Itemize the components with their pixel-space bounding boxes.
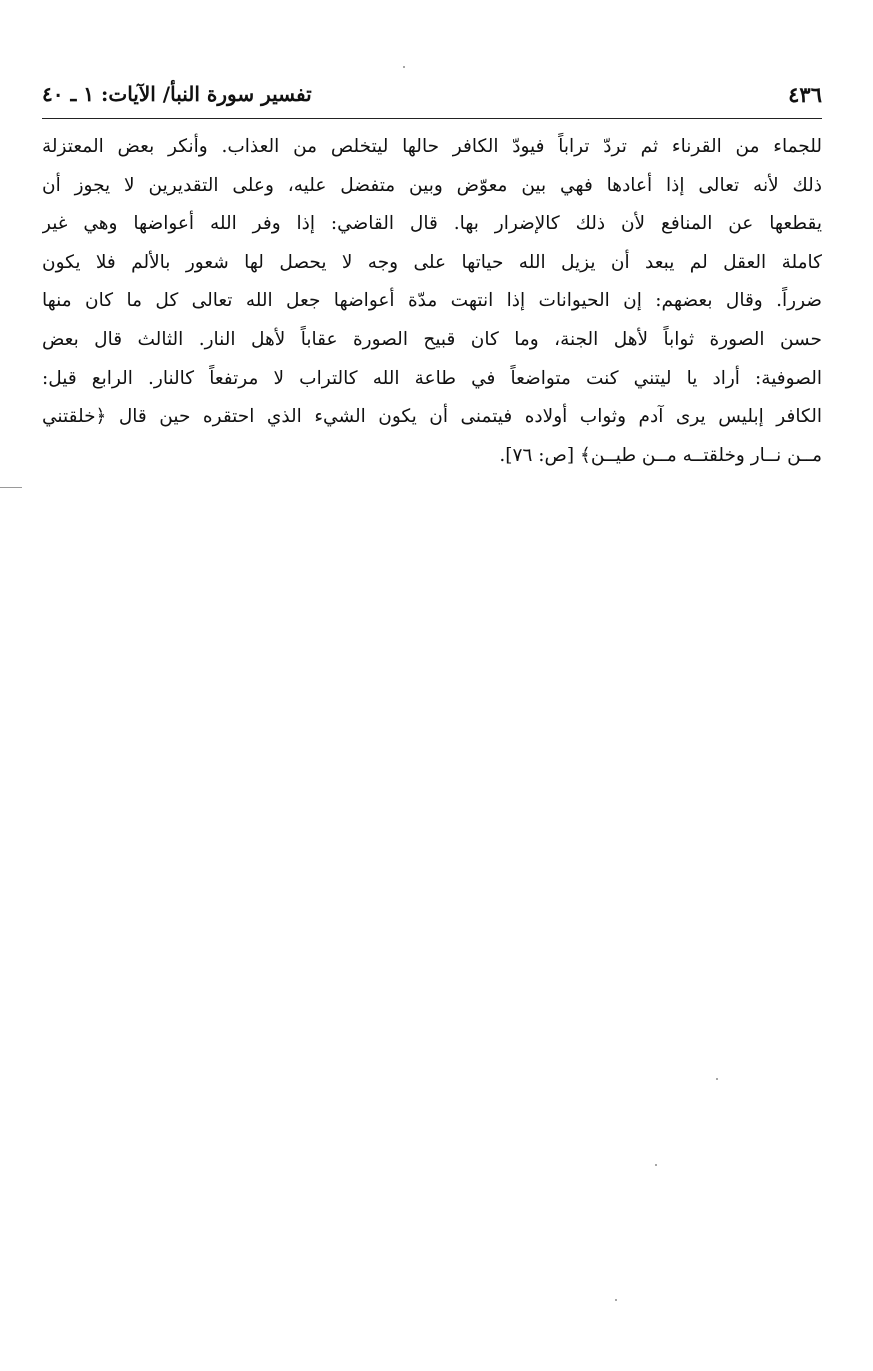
text-line: حسن الصورة ثواباً لأهل الجنة، وما كان قبيح الصورة عقاباً لأهل النار. الثالث قال بعض: [42, 328, 822, 350]
scan-speck: [716, 1078, 718, 1080]
text-line: للجماء من القرناء ثم تردّ تراباً فيودّ الكافر حالها ليتخلص من العذاب. وأنكر بعض المعتزلة: [42, 136, 822, 157]
scan-speck: [615, 1299, 617, 1301]
text-line: الصوفية: أراد يا ليتني كنت متواضعاً في طاعة الله كالتراب لا مرتفعاً كالنار. الرابع قيل:: [42, 367, 822, 389]
header-title: تفسير سورة النبأ/ الآيات: ١ ـ ٤٠: [42, 82, 312, 106]
text-line: مــن نــار وخلقتــه مــن طيــن﴾ [ص: ٧٦].: [499, 444, 822, 466]
scan-speck: [655, 1164, 657, 1166]
scan-speck: [403, 66, 405, 68]
running-header: [42, 80, 822, 114]
text-line: ذلك لأنه تعالى إذا أعادها فهي بين معوّض وبين متفضل عليه، وعلى التقديرين لا يجوز أن: [42, 174, 822, 196]
text-line: الكافر إبليس يرى آدم وثواب أولاده فيتمنى أن يكون الشيء الذي احتقره حين قال ﴿خلقتني: [42, 406, 822, 428]
body-text: [42, 128, 822, 475]
text-line: كاملة العقل لم يبعد أن يزيل الله حياتها على وجه لا يحصل لها شعور بالألم فلا يكون: [42, 251, 822, 273]
text-line: ضرراً. وقال بعضهم: إن الحيوانات إذا انتهت مدّة أعواضها جعل الله تعالى كل ما كان منها: [42, 290, 822, 312]
header-rule: [42, 118, 822, 119]
margin-mark: [0, 487, 22, 488]
page-number: ٤٣٦: [788, 82, 822, 107]
text-line: يقطعها عن المنافع لأن ذلك كالإضرار بها. قال القاضي: إذا وفر الله أعواضها وهي غير: [42, 213, 822, 235]
